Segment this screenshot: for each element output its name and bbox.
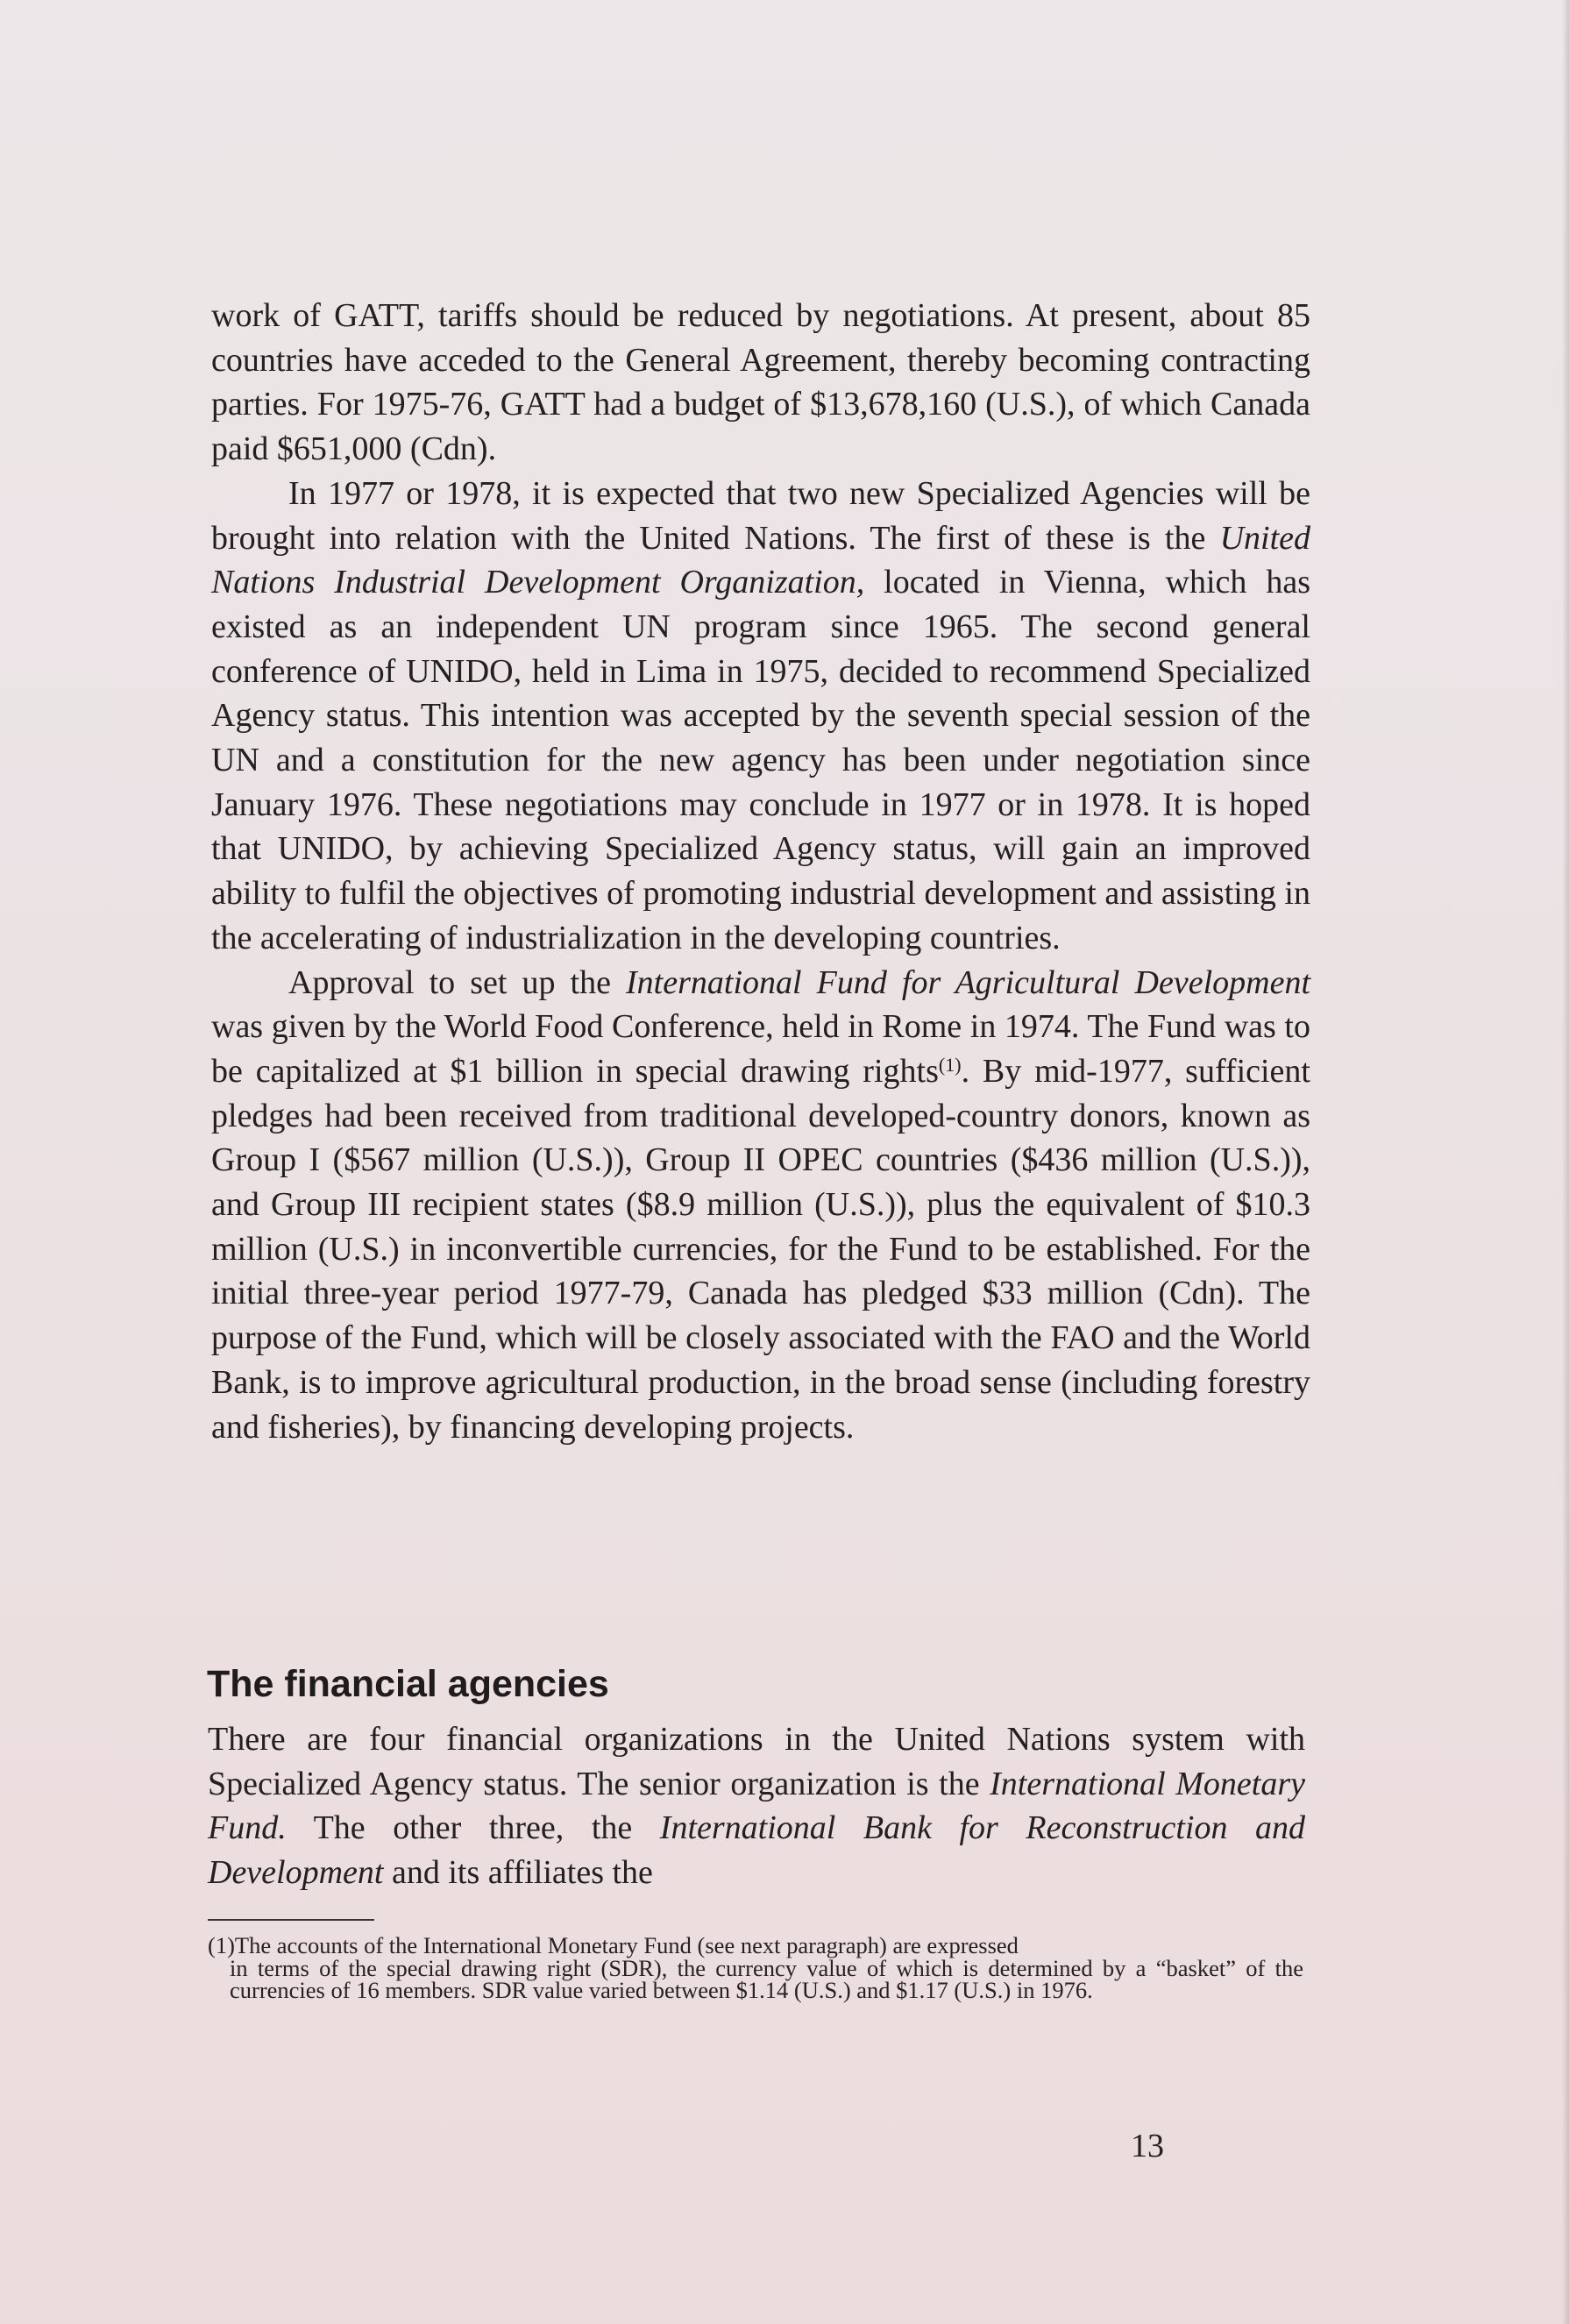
footnote-marker: (1) [208,1932,235,1958]
paragraph-gatt [211,294,1310,472]
footnote-reference: (1) [938,1053,962,1076]
italic-org-name: United Nations Industrial Development Organization, [211,519,1310,601]
italic-org-name: International Monetary Fund. [208,1765,1305,1847]
paragraph-text: located in Vienna, which has existed as an independent UN program since 1965. The second general conference of UNIDO, held in Lima in 1975, decided to recommend Specialized Agency status. This intention was accepted by the seventh special session of the UN and a constitution for the new agency has been under negotiation since January 1976. These negotiations may conclude in 1977 or in 1978. It is hoped that UNIDO, by achieving Specialized Agency status, will gain an improved ability to fulfil the objectives of promoting industrial development and assisting in the accelerating of industrialization in the developing countries. [211,564,1310,956]
footnote-divider [208,1919,374,1921]
paragraph-text: work of GATT, tariffs should be reduced by negotiations. At present, about 85 countries have acceded to the General Agreement, thereby becoming contracting parties. For 1975-76, GATT had a budget of $13,678,160 (U.S.), of which Canada paid $651,000 (Cdn). [211,297,1310,468]
italic-org-name: International Bank for Reconstruction and Development [208,1809,1305,1892]
paragraph-text: There are four financial organizations in the United Nations system with Specialized Agency status. The senior organization is the [208,1721,1305,1802]
paragraph-text: The other three, the [286,1809,660,1847]
page-number: 13 [1131,2128,1164,2164]
page-edge [1562,0,1569,2324]
section-heading: The financial agencies [207,1663,609,1705]
paragraph-text: and its affiliates the [383,1854,653,1892]
paragraph-text: . By mid-1977, sufficient pledges had been received from traditional developed-country donors, known as Group I ($567 million (U.S.)), Group II OPEC countries ($436 million (U.S.)), and Group III recipient states ($8.9 million (U.S.)), plus the equivalent of $10.3 million (U.S.) in inconvertible currencies, for the Fund to be established. For the initial three-year period 1977-79, Canada has pledged $33 million (Cdn). The purpose of the Fund, which will be closely associated with the FAO and the World Bank, is to improve agricultural production, in the broad sense (including forestry and fisheries), by financing developing projects. [211,1052,1310,1446]
section-body [208,1717,1305,1895]
footnote-text: in terms of the special drawing right (SDR), the currency value of which is determined by a “basket” of the currencies of 16 members. SDR value varied between $1.14 (U.S.) and $1.17 (U.S.) in 1976. [230,1954,1303,2003]
paragraph-text: In 1977 or 1978, it is expected that two new Specialized Agencies will be brought into relation with the United Nations. The first of these is the [211,474,1310,557]
paragraph-text: was given by the World Food Conference, held in Rome in 1974. The Fund was to be capitalized at $1 billion in special drawing rights [211,1008,1310,1090]
body-text [211,294,1310,1449]
paragraph-ifad [211,961,1310,1450]
footnote [208,1932,1303,2003]
italic-org-name: International Fund for Agricultural Development [626,963,1311,1001]
footnote-text: The accounts of the International Monetary Fund (see next paragraph) are expressed [234,1932,1019,1958]
paragraph-unido [211,472,1310,961]
paragraph-financial [208,1717,1305,1895]
footnote-first-line [208,1932,1303,1958]
paragraph-text: Approval to set up the [288,963,627,1001]
